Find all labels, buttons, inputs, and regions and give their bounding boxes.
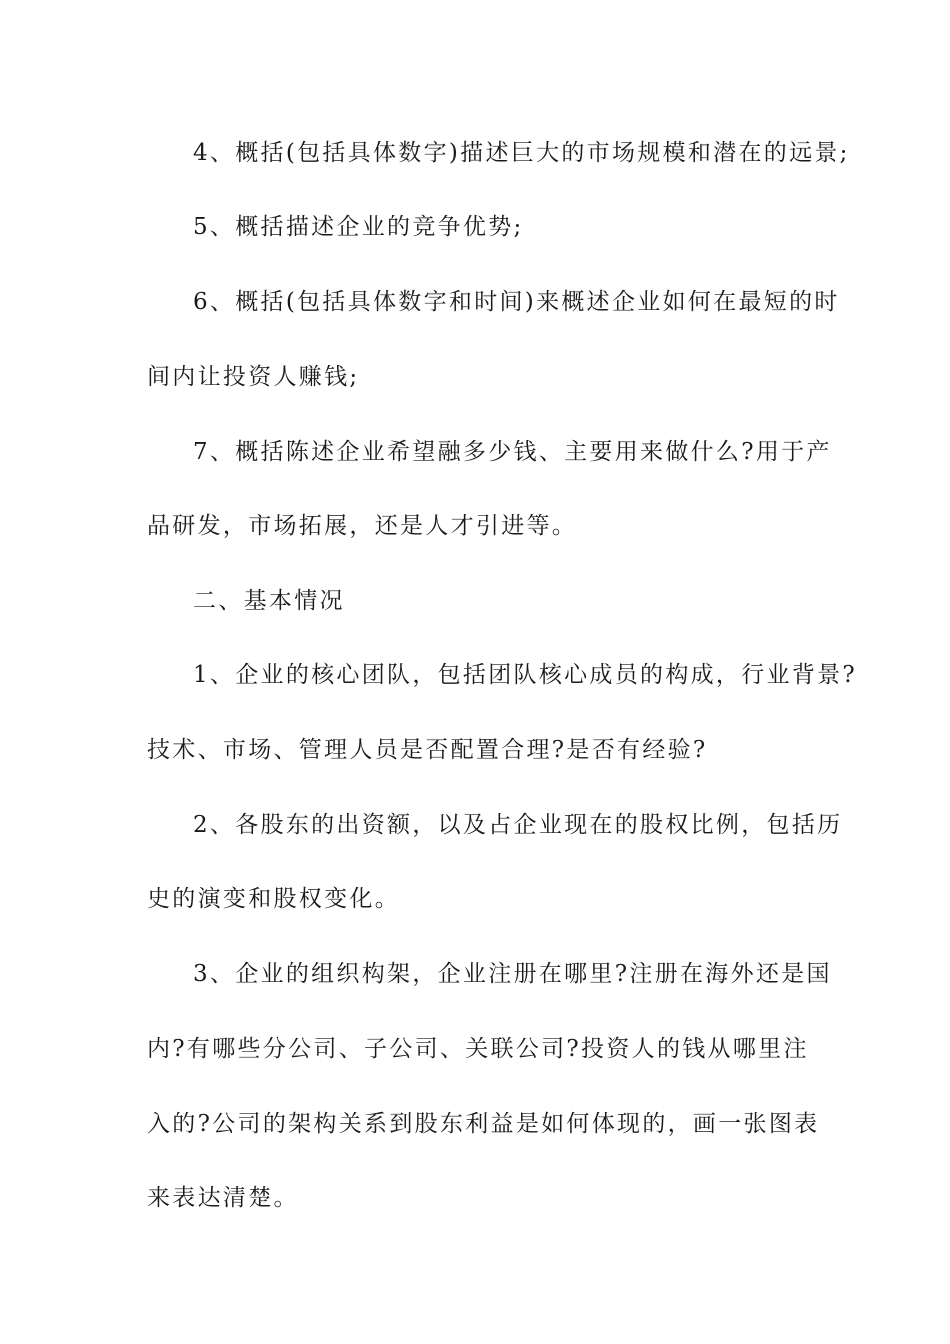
paragraph-basic-2-line-2: 史的演变和股权变化。 bbox=[147, 886, 400, 912]
paragraph-basic-3-line-3: 入的?公司的架构关系到股东利益是如何体现的，画一张图表 bbox=[147, 1111, 820, 1137]
paragraph-basic-2-line-1: 2、各股东的出资额，以及占企业现在的股权比例，包括历 bbox=[193, 812, 843, 838]
paragraph-item-5-line-1: 5、概括描述企业的竞争优势; bbox=[193, 214, 524, 240]
paragraph-item-6-line-1: 6、概括(包括具体数字和时间)来概述企业如何在最短的时 bbox=[193, 289, 840, 315]
paragraph-item-6-line-2: 间内让投资人赚钱; bbox=[147, 364, 360, 390]
paragraph-item-7-line-1: 7、概括陈述企业希望融多少钱、主要用来做什么?用于产 bbox=[193, 439, 832, 465]
paragraph-basic-3-line-2: 内?有哪些分公司、子公司、关联公司?投资人的钱从哪里注 bbox=[147, 1036, 809, 1062]
paragraph-basic-1-line-1: 1、企业的核心团队，包括团队核心成员的构成，行业背景? bbox=[193, 662, 858, 688]
paragraph-basic-3-line-4: 来表达清楚。 bbox=[147, 1185, 299, 1211]
section-heading: 二、基本情况 bbox=[193, 588, 345, 614]
paragraph-basic-3-line-1: 3、企业的组织构架，企业注册在哪里?注册在海外还是国 bbox=[193, 961, 832, 987]
paragraph-item-7-line-2: 品研发，市场拓展，还是人才引进等。 bbox=[147, 513, 578, 539]
paragraph-basic-1-line-2: 技术、市场、管理人员是否配置合理?是否有经验? bbox=[147, 737, 708, 763]
paragraph-item-4-line-1: 4、概括(包括具体数字)描述巨大的市场规模和潜在的远景; bbox=[193, 140, 850, 166]
